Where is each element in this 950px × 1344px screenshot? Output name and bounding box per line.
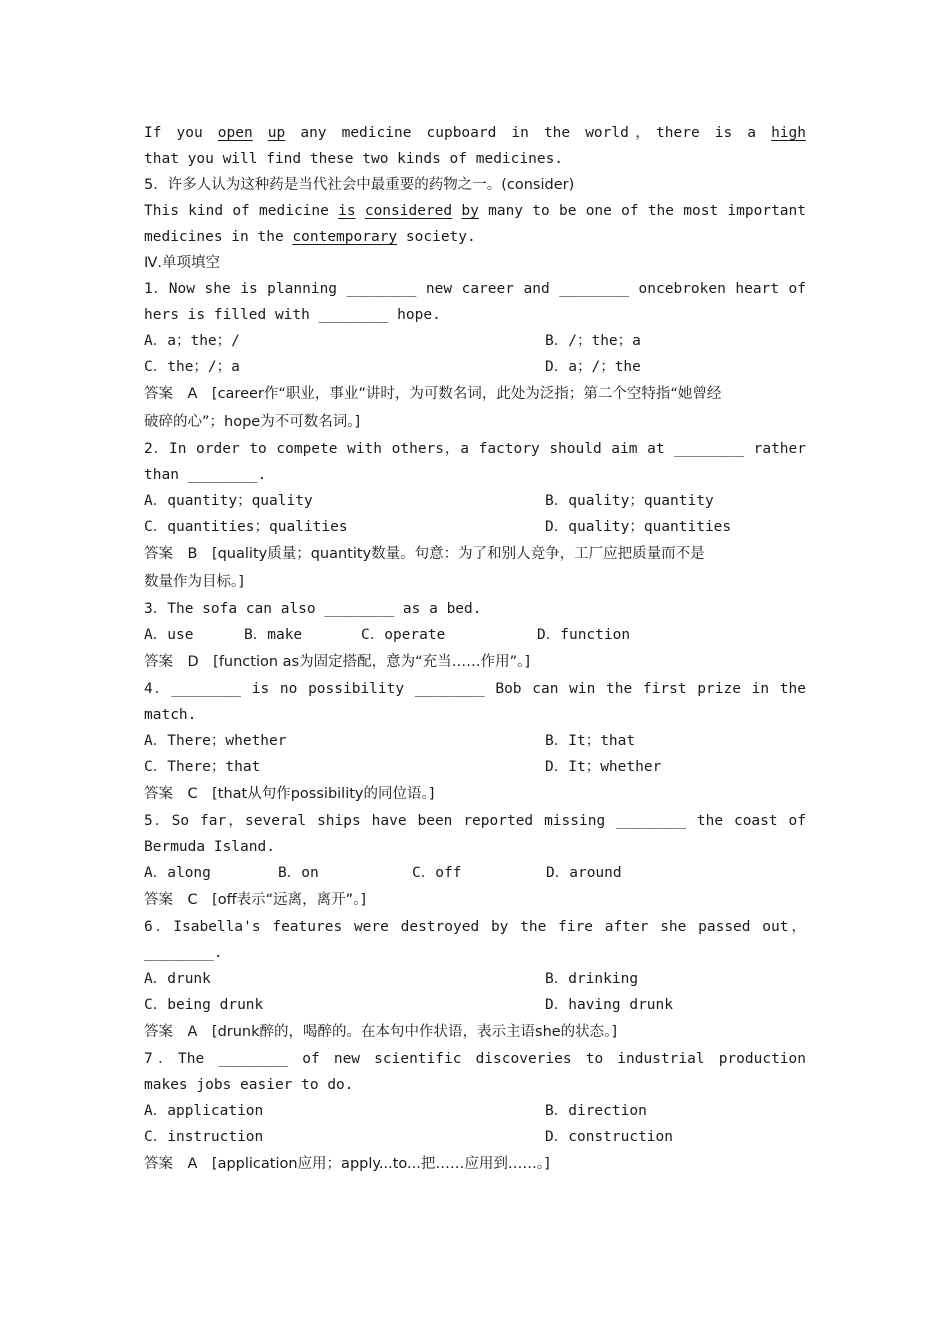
option-d: D．having drunk: [545, 997, 673, 1013]
option-d: D．around: [546, 865, 622, 881]
question-2-answer-cont: 数量作为目标。]: [144, 574, 244, 590]
question-1-stem: 1．Now she is planning ________ new career and ________ oncebroken heart of: [144, 281, 806, 297]
question-1-answer-cont: 破碎的心”；hope为不可数名词。]: [144, 414, 361, 430]
translation-5-prompt: 5．许多人认为这种药是当代社会中最重要的药物之一。(consider): [144, 177, 575, 193]
question-2-stem-cont: than ________.: [144, 467, 267, 483]
question-3-answer: 答案 D [function as为固定搭配，意为“充当……作用”。]: [144, 654, 531, 670]
question-5-stem-cont: Bermuda Island.: [144, 839, 275, 855]
question-5-stem: 5．So far，several ships have been reported missing ________ the coast of: [144, 813, 806, 829]
option-b: B．on: [278, 865, 319, 881]
option-c: C．the；/；a: [144, 359, 240, 375]
option-d: D．It；whether: [545, 759, 662, 775]
answer-word: open: [217, 125, 253, 141]
option-b: B．drinking: [545, 971, 639, 987]
question-2-options-cd: [144, 514, 806, 540]
option-a: A．drunk: [144, 971, 211, 987]
question-7-options-cd: [144, 1124, 806, 1150]
question-7-options-ab: [144, 1098, 806, 1124]
option-c: C．quantities；qualities: [144, 519, 348, 535]
option-a: A．use: [144, 627, 194, 643]
question-4-options-cd: [144, 754, 806, 780]
answer-word: contemporary: [292, 229, 398, 245]
option-d: D．function: [537, 627, 631, 643]
question-1-options-ab: [144, 328, 806, 354]
question-4-answer: 答案 C [that从句作possibility的同位语。]: [144, 786, 435, 802]
question-6-options-cd: [144, 992, 806, 1018]
option-b: B．make: [244, 627, 303, 643]
question-6-answer: 答案 A [drunk醉的，喝醉的。在本句中作状语，表示主语she的状态。]: [144, 1024, 618, 1040]
question-6-stem-cont: ________.: [144, 945, 223, 961]
question-4-options-ab: [144, 728, 806, 754]
question-4-stem-cont: match.: [144, 707, 197, 723]
question-7-answer: 答案 A [application应用；apply...to...把……应用到……。]: [144, 1156, 550, 1172]
question-4-stem: 4．________ is no possibility ________ Bob can win the first prize in the: [144, 681, 806, 697]
translation-4-line-2: that you will find these two kinds of medicines.: [144, 151, 564, 167]
option-a: A．a；the；/: [144, 333, 240, 349]
option-b: B．/；the；a: [545, 333, 641, 349]
question-5-answer: 答案 C [off表示“远离，离开”。]: [144, 892, 367, 908]
question-3-options: [144, 622, 806, 648]
option-d: D．construction: [545, 1129, 673, 1145]
question-2-options-ab: [144, 488, 806, 514]
question-1-answer: 答案 A [career作“职业，事业”讲时，为可数名词，此处为泛指；第二个空特指“她曾经: [144, 386, 722, 402]
translation-5-line-1: This kind of medicine is considered by many to be one of the most important: [144, 203, 806, 219]
option-a: A．quantity；quality: [144, 493, 313, 509]
option-a: A．along: [144, 865, 211, 881]
option-c: C．off: [412, 865, 462, 881]
option-c: C．being drunk: [144, 997, 264, 1013]
option-c: C．operate: [361, 627, 446, 643]
question-3-stem: 3．The sofa can also ________ as a bed.: [144, 601, 482, 617]
option-d: D．a；/；the: [545, 359, 641, 375]
question-1-stem-cont: hers is filled with ________ hope.: [144, 307, 441, 323]
translation-5-line-2: medicines in the contemporary society.: [144, 229, 476, 245]
option-b: B．direction: [545, 1103, 647, 1119]
option-a: A．application: [144, 1103, 264, 1119]
question-6-options-ab: [144, 966, 806, 992]
option-c: C．instruction: [144, 1129, 264, 1145]
option-b: B．It；that: [545, 733, 636, 749]
question-5-options: [144, 860, 806, 886]
option-b: B．quality；quantity: [545, 493, 714, 509]
answer-word: considered: [364, 203, 453, 219]
question-2-stem: 2．In order to compete with others，a factory should aim at ________ rather: [144, 441, 806, 457]
question-2-answer: 答案 B [quality质量；quantity数量。句意：为了和别人竞争，工厂应把质量而不是: [144, 546, 705, 562]
option-c: C．There；that: [144, 759, 261, 775]
section-heading: Ⅳ.单项填空: [144, 255, 220, 271]
translation-4-line-1: If you open up any medicine cupboard in the world，there is a high: [144, 125, 806, 141]
answer-word: high: [771, 125, 806, 141]
question-1-options-cd: [144, 354, 806, 380]
question-6-stem: 6．Isabella's features were destroyed by the fire after she passed out，: [144, 919, 806, 935]
answer-word: up: [267, 125, 286, 141]
option-a: A．There；whether: [144, 733, 287, 749]
option-d: D．quality；quantities: [545, 519, 732, 535]
answer-word: by: [461, 203, 479, 219]
answer-word: is: [338, 203, 356, 219]
question-7-stem: 7．The ________ of new scientific discoveries to industrial production: [144, 1051, 806, 1067]
document-page: [144, 120, 806, 1178]
question-7-stem-cont: makes jobs easier to do.: [144, 1077, 354, 1093]
